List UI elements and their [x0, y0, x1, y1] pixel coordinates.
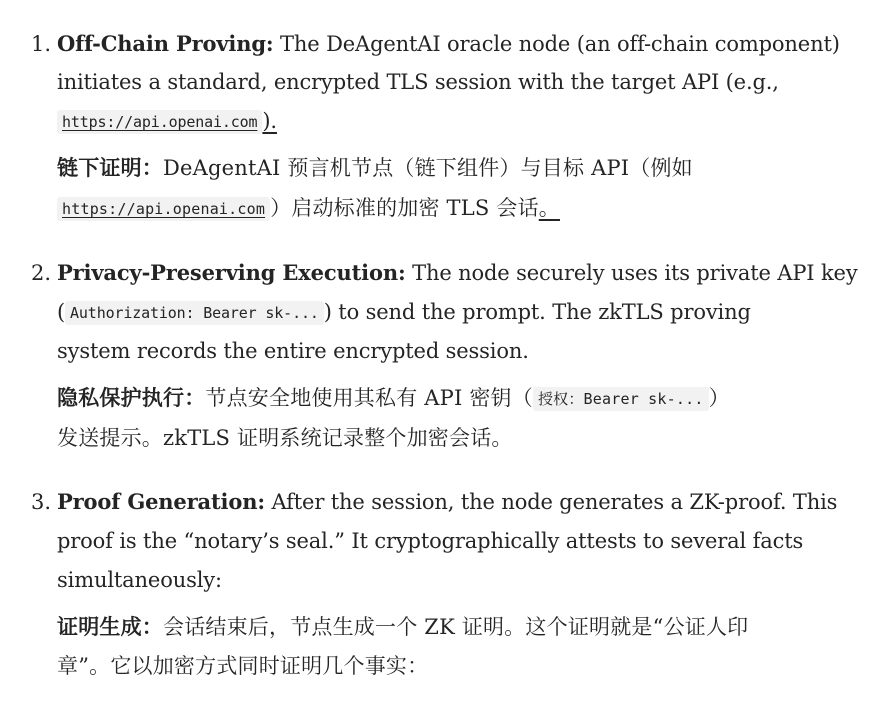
en-title: Proof Generation:	[57, 489, 265, 514]
en-text: The DeAgentAI oracle node (an off-chain component)	[273, 32, 840, 56]
zh-title: 链下证明：	[57, 155, 163, 180]
en-line	[57, 32, 840, 56]
list-number: 3.	[31, 490, 52, 514]
en-line	[57, 300, 751, 326]
zh-line	[57, 386, 730, 412]
zh-text: ）启动标准的加密 TLS 会话	[270, 196, 539, 220]
zh-line: 章”。它以加密方式同时证明几个事实：	[57, 654, 429, 678]
en-line: simultaneously:	[57, 568, 222, 592]
code-snippet: 授权：Bearer sk-...	[533, 387, 709, 411]
en-line	[57, 490, 837, 514]
zh-line: 发送提示。zkTLS 证明系统记录整个加密会话。	[57, 426, 513, 450]
en-line	[57, 261, 858, 285]
en-text: (	[57, 300, 66, 324]
code-snippet: Authorization: Bearer sk-...	[65, 301, 324, 325]
zh-text: 节点安全地使用其私有 API 密钥（	[205, 386, 533, 410]
zh-text: 会话结束后，节点生成一个 ZK 证明。这个证明就是“公证人印	[163, 615, 749, 639]
zh-line	[57, 156, 693, 180]
en-text: After the session, the node generates a ZK-proof. This	[264, 490, 838, 514]
en-line: proof is the “notary’s seal.” It cryptographically attests to several facts	[57, 529, 804, 553]
en-text: ) to send the prompt. The zkTLS proving	[323, 300, 751, 324]
zh-line	[57, 196, 560, 222]
zh-text: 。	[538, 196, 560, 220]
en-line: system records the entire encrypted session.	[57, 339, 529, 363]
en-line: initiates a standard, encrypted TLS session with the target API (e.g.,	[57, 70, 779, 94]
zh-title: 证明生成：	[57, 614, 163, 639]
en-title: Off-Chain Proving:	[57, 31, 274, 56]
en-text: ).	[262, 109, 277, 133]
zh-text: ）	[708, 386, 730, 410]
en-text: The node securely uses its private API key	[405, 261, 858, 285]
en-line	[57, 109, 277, 135]
code-link[interactable]: https://api.openai.com	[57, 197, 270, 221]
en-title: Privacy-Preserving Execution:	[57, 260, 406, 285]
zh-title: 隐私保护执行：	[57, 385, 206, 410]
list-number: 2.	[31, 261, 52, 285]
zh-text: DeAgentAI 预言机节点（链下组件）与目标 API（例如	[163, 156, 693, 180]
list-number: 1.	[31, 32, 52, 56]
zh-line	[57, 615, 748, 639]
code-link[interactable]: https://api.openai.com	[57, 110, 262, 134]
